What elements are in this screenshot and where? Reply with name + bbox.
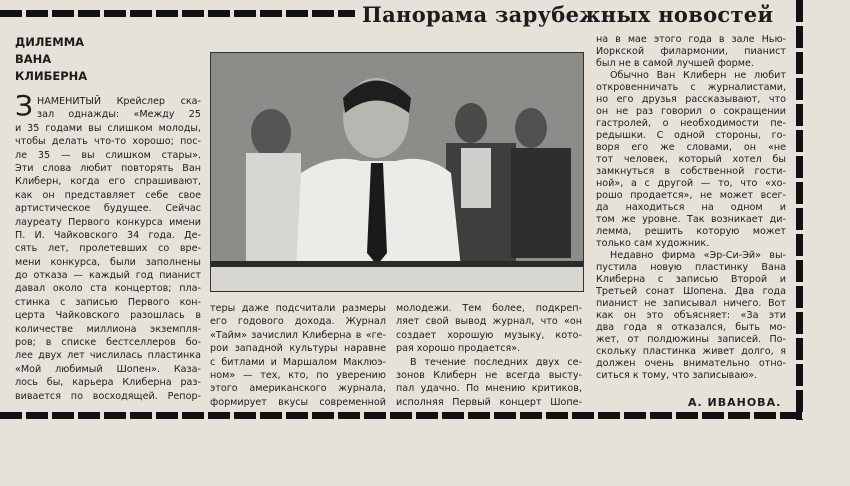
text-line: был не в самой лучшей форме. bbox=[596, 58, 754, 69]
text-line: сять лет, пролетевших со вре- bbox=[15, 243, 201, 255]
text-line: два года я отказался, быть мо- bbox=[596, 322, 786, 333]
text-line: Клиберн, когда его спрашивают, bbox=[15, 176, 201, 188]
text-line: воря его же словами, он «не bbox=[596, 142, 786, 153]
text-line: «Мой любимый Шопен». Каза- bbox=[15, 363, 201, 375]
text-line: на в мае этого года в зале Нью- bbox=[596, 34, 786, 45]
text-line: как он это объясняет: «За эти bbox=[596, 310, 786, 321]
author-signature: А. ИВАНОВА. bbox=[688, 396, 782, 409]
text-line: тот человек, который хотел бы bbox=[596, 154, 786, 165]
column-1 bbox=[15, 95, 201, 403]
heading-line: ДИЛЕММА bbox=[15, 35, 85, 49]
column-4 bbox=[596, 34, 786, 382]
text-line: рои западной культуры наравне bbox=[210, 343, 386, 355]
text-line: зал однажды: «Между 25 bbox=[37, 109, 201, 121]
text-line: создает хорошую музыку, кото- bbox=[396, 329, 582, 341]
column-3 bbox=[396, 302, 582, 409]
text-line: зонов Клиберн не всегда высту- bbox=[396, 369, 582, 381]
text-line: ров; в списке бестселлеров бо- bbox=[15, 337, 201, 349]
text-line: пал удачно. По мнению критиков, bbox=[396, 383, 582, 395]
text-line: откровенничать с журналистами, bbox=[596, 82, 786, 93]
text-line: пианист не записывал ничего. Вот bbox=[596, 298, 786, 309]
text-line: ле 35 — вы слишком стары». bbox=[15, 149, 201, 161]
text-line: молодежи. Тем более, подкреп- bbox=[396, 303, 582, 314]
text-line: как он представляет себе свое bbox=[15, 189, 201, 201]
text-line: В течение последних двух се- bbox=[410, 356, 582, 368]
text-line: Третьей сонат Шопена. Два года bbox=[596, 286, 786, 297]
text-line: артистическое будущее. Сейчас bbox=[15, 203, 201, 215]
text-line: НАМЕНИТЫЙ Крейслер ска- bbox=[37, 96, 201, 107]
right-border bbox=[796, 0, 803, 420]
column-2 bbox=[210, 302, 386, 409]
text-line: до отказа — каждый год пианист bbox=[15, 270, 201, 282]
text-line: с битлами и Маршалом Маклюэ- bbox=[210, 356, 386, 368]
text-line: жет, от полдюжины записей. По- bbox=[596, 334, 786, 345]
article-heading bbox=[15, 34, 87, 85]
text-line: пустила новую пластинку Вана bbox=[596, 262, 786, 273]
text-line: том же уровне. Так возникает ди- bbox=[596, 214, 786, 225]
text-line: скольку пластинка живет долго, я bbox=[596, 346, 786, 357]
text-line: ном» — тех, кто, по уверению bbox=[210, 369, 386, 381]
text-line: Обычно Ван Клиберн не любит bbox=[610, 70, 786, 81]
text-line: лее двух лет числилась пластинка bbox=[15, 350, 201, 362]
text-line: и 35 годами вы слишком молоды, bbox=[15, 122, 201, 134]
text-line: чтобы делать что-то хорошо; пос- bbox=[15, 136, 201, 148]
text-line: он не раз говорил о сокращении bbox=[596, 106, 786, 117]
text-line: лауреату Первого конкурса имени bbox=[15, 216, 201, 228]
drop-cap: З bbox=[15, 89, 33, 122]
text-line: но его друзья рассказывают, что bbox=[596, 94, 786, 105]
text-line: его годового дохода. Журнал bbox=[210, 316, 386, 328]
text-line: количестве миллиона экземпля- bbox=[15, 323, 201, 335]
text-line: замкнуться в собственной гости- bbox=[596, 166, 786, 177]
text-line: рошо продается», не может всег- bbox=[596, 190, 786, 201]
text-line: редышки. С одной стороны, го- bbox=[596, 130, 786, 141]
text-line: формирует вкусы современной bbox=[210, 396, 386, 408]
text-line: лось бы, карьера Клиберна раз- bbox=[15, 377, 201, 389]
top-border bbox=[0, 10, 355, 17]
text-line: да находиться на одном и bbox=[596, 202, 786, 213]
text-line: должен очень внимательно отно- bbox=[596, 358, 786, 369]
text-line: «Тайм» зачислил Клиберна в «ге- bbox=[210, 329, 386, 341]
text-line: давал около ста концертов; пла- bbox=[15, 283, 201, 295]
text-line: Йоркской филармонии, пианист bbox=[596, 46, 786, 57]
text-line: только сам художник. bbox=[596, 238, 710, 249]
text-line: Недавно фирма «Эр-Си-Эй» вы- bbox=[610, 250, 786, 261]
photo-image bbox=[211, 53, 583, 291]
heading-line: ВАНА bbox=[15, 52, 52, 66]
text-line: вивается по восходящей. Репор- bbox=[15, 390, 201, 402]
text-line: этого американского журнала, bbox=[210, 383, 386, 395]
text-line: теры даже подсчитали размеры bbox=[210, 303, 386, 314]
text-line: Эти слова любит повторять Ван bbox=[15, 162, 201, 174]
text-line: рая хорошо продается». bbox=[396, 343, 521, 355]
text-line: гастролей, о необходимости пе- bbox=[596, 118, 786, 129]
text-line: ситься к тому, что записываю». bbox=[596, 370, 758, 381]
text-line: стинка с записью Первого кон- bbox=[15, 296, 201, 308]
section-title: Панорама зарубежных новостей bbox=[362, 2, 774, 27]
heading-line: КЛИБЕРНА bbox=[15, 69, 88, 83]
text-line: П. И. Чайковского 34 года. Де- bbox=[15, 229, 201, 241]
text-line: ляет свой вывод журнал, что «он bbox=[396, 316, 582, 328]
text-line: Клиберна с записью Второй и bbox=[596, 274, 786, 285]
text-line: исполняя Первый концерт Шопе- bbox=[396, 396, 582, 408]
text-line: мени конкурса, были заполнены bbox=[15, 256, 201, 268]
text-line: ной», а с другой — то, что «хо- bbox=[596, 178, 786, 189]
photo-van-cliburn bbox=[210, 52, 584, 292]
text-line: лемма, решить которую может bbox=[596, 226, 786, 237]
bottom-border bbox=[0, 412, 803, 419]
text-line: церта Чайковского разошлась в bbox=[15, 310, 201, 322]
